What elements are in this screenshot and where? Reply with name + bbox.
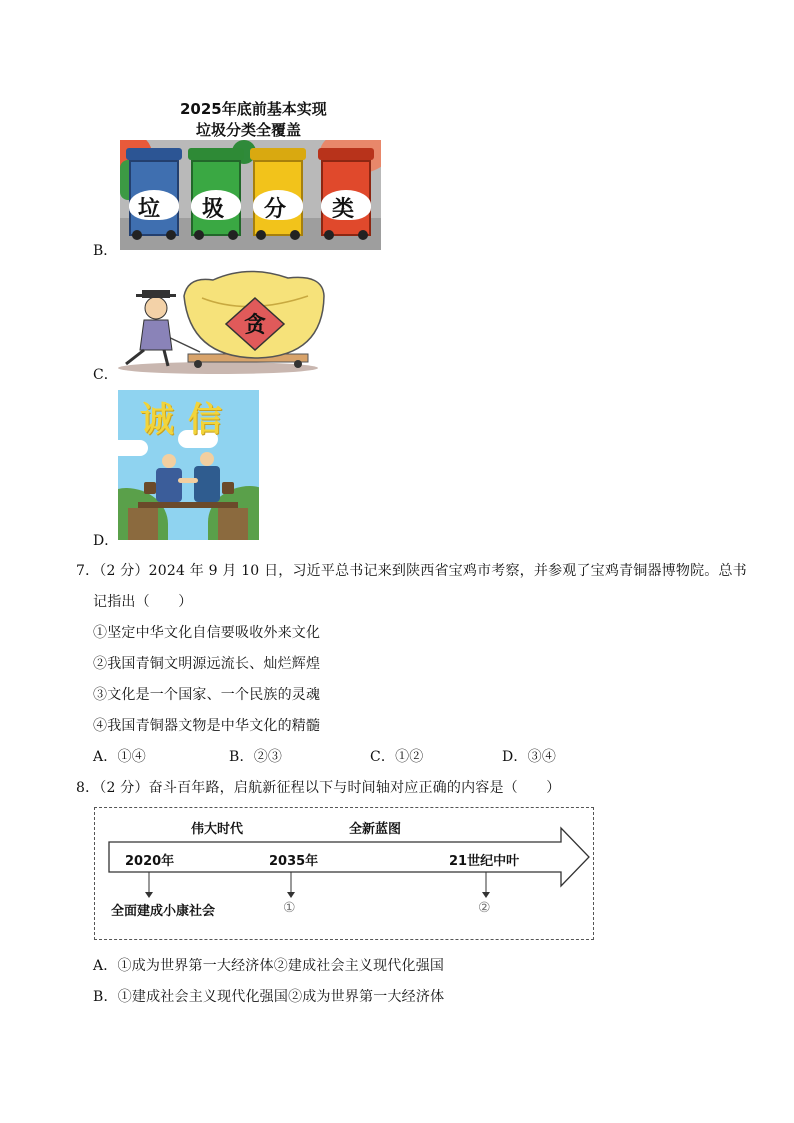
timeline-arrow-svg	[95, 808, 595, 941]
timeline-figure	[94, 807, 594, 940]
bin-char-3: 分	[264, 197, 287, 222]
q7-stem-line2: 记指出（ ）	[93, 594, 193, 610]
poster-title-line2: 垃圾分类全覆盖	[196, 121, 302, 139]
integrity-image	[118, 390, 259, 540]
option-c-letter: C．	[93, 367, 118, 383]
q8-stem: 8．（2 分）奋斗百年路，启航新征程以下与时间轴对应正确的内容是（ ）	[76, 780, 561, 796]
q8-option-b[interactable]: B．①建成社会主义现代化强国②成为世界第一大经济体	[93, 989, 445, 1005]
option-d-letter: D．	[93, 533, 119, 549]
q7-option-b[interactable]: B．②③	[229, 749, 283, 765]
timeline-year-2035: 2035年	[269, 854, 319, 869]
bin-char-4: 类	[332, 197, 355, 222]
bin-yellow	[250, 148, 306, 240]
poster-title-line1: 2025年底前基本实现	[180, 100, 327, 118]
bin-red	[318, 148, 374, 240]
timeline-label-new-blueprint: 全新蓝图	[349, 822, 402, 837]
q7-option-c[interactable]: C．①②	[370, 749, 424, 765]
q7-statement-2: ②我国青铜文明源远流长、灿烂辉煌	[93, 656, 321, 672]
bin-blue	[126, 148, 182, 240]
q7-option-d[interactable]: D．③④	[502, 749, 557, 765]
bin-char-1: 垃	[138, 197, 161, 222]
option-b-letter: B．	[93, 243, 118, 259]
greed-char: 贪	[244, 313, 267, 338]
timeline-label-great-era: 伟大时代	[191, 822, 244, 837]
integrity-title: 诚信	[140, 400, 236, 440]
q7-option-a[interactable]: A．①④	[93, 749, 146, 765]
q7-stem-line1: 7．（2 分）2024 年 9 月 10 日，习近平总书记来到陕西省宝鸡市考察，并参观了宝鸡青铜器博物院。总书	[76, 563, 747, 579]
bin-char-2: 圾	[202, 197, 225, 222]
q7-statement-4: ④我国青铜器文物是中华文化的精髓	[93, 718, 321, 734]
garbage-sorting-image	[120, 140, 381, 250]
bin-green	[188, 148, 244, 240]
greed-cartoon-image	[118, 266, 328, 376]
timeline-year-2020: 2020年	[125, 854, 175, 869]
timeline-year-mid-century: 21世纪中叶	[449, 854, 520, 869]
greed-cartoon-svg	[118, 266, 328, 376]
q7-statement-1: ①坚定中华文化自信要吸收外来文化	[93, 625, 321, 641]
q8-option-a[interactable]: A．①成为世界第一大经济体②建成社会主义现代化强国	[93, 958, 445, 974]
timeline-event-mid-century-marker: ②	[478, 900, 491, 916]
timeline-event-2020: 全面建成小康社会	[111, 904, 216, 919]
timeline-event-2035-marker: ①	[283, 900, 296, 916]
q7-statement-3: ③文化是一个国家、一个民族的灵魂	[93, 687, 321, 703]
